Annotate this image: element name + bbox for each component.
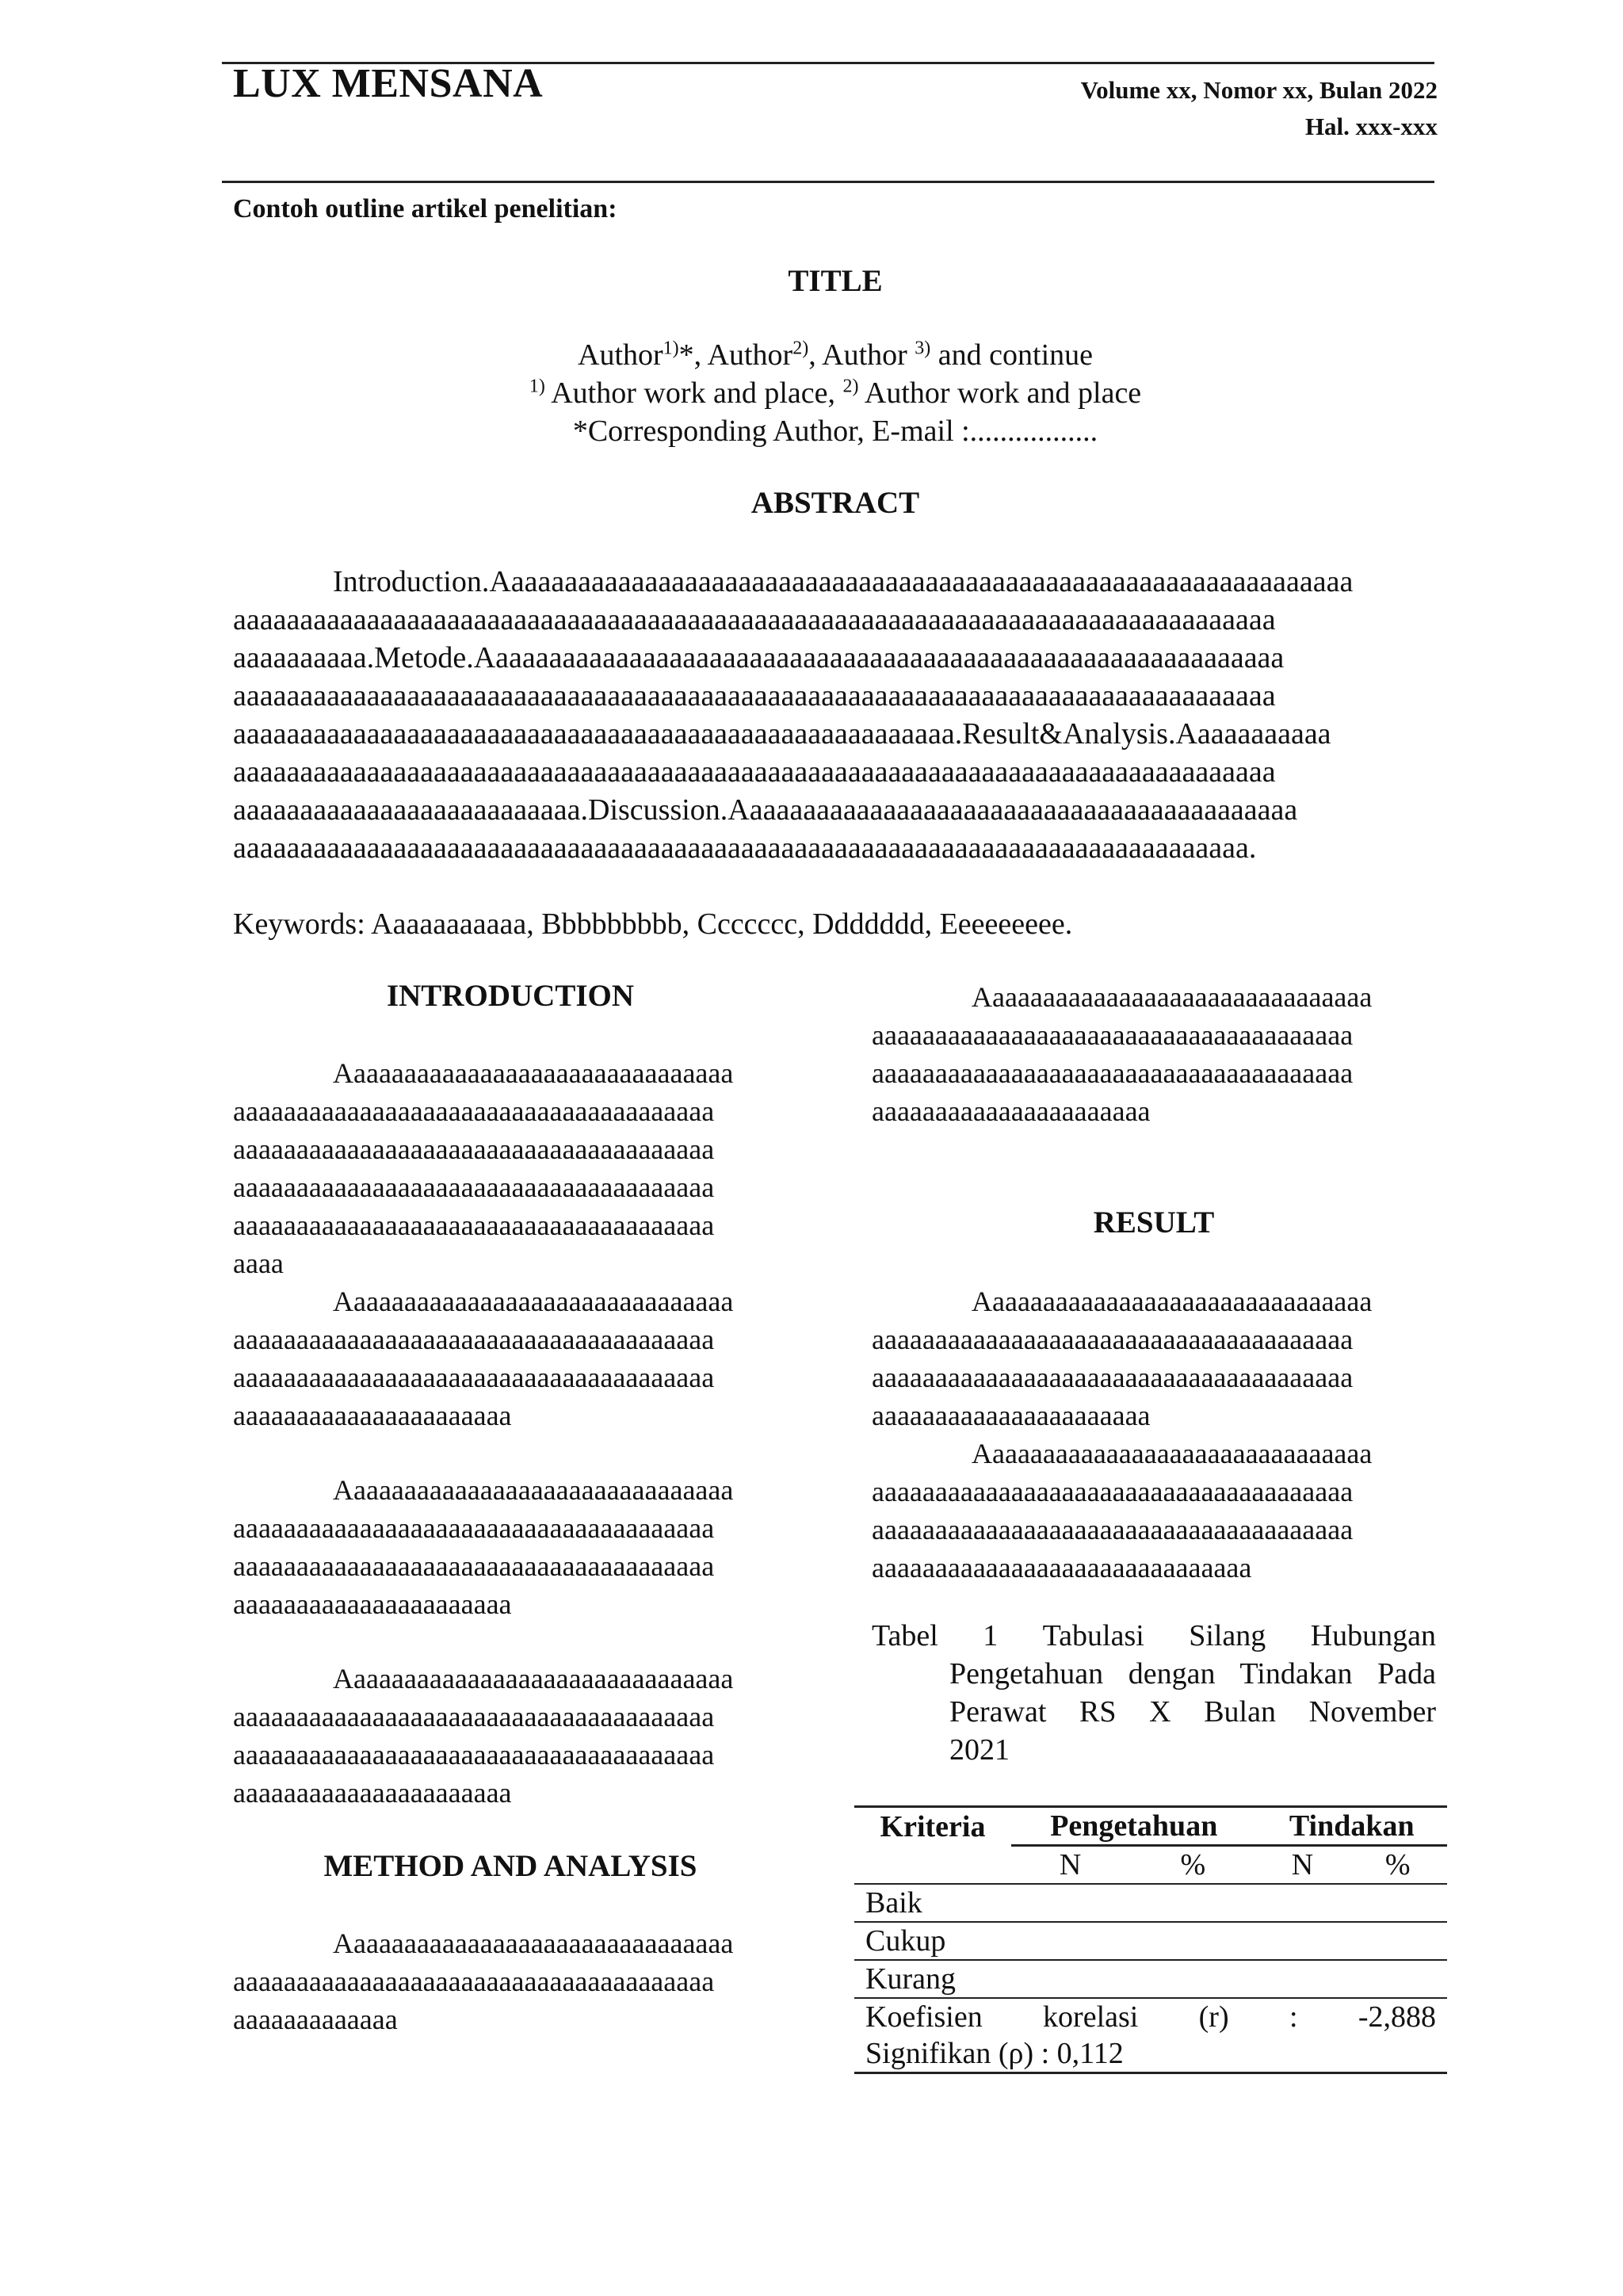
caption-word: Silang (1189, 1619, 1266, 1652)
header-bottom-rule (222, 181, 1434, 183)
text-line: aaaaaaaaaaaaaaaaaaaaaaaaaaaaaaaaaaaaaa (872, 1057, 1354, 1089)
affil-mark: 2) (792, 338, 809, 359)
abstract-heading: ABSTRACT (750, 486, 920, 520)
cell (1129, 1960, 1256, 1998)
caption-word: Hubungan (1310, 1619, 1436, 1652)
coef-word: (r) (1198, 2000, 1229, 2034)
cell (1129, 1922, 1256, 1960)
text-line: aaaaaaaaaaaaaaaaaaaaaaaaaaaaaaaaaaaaaa (233, 1209, 715, 1241)
text-line: aaaaaaaaaaaaaaaaaaaaaaaaaaaaaaaaaaaaaa (872, 1476, 1354, 1507)
introduction-heading: INTRODUCTION (386, 979, 635, 1013)
correlation-coefficient (865, 1999, 1436, 2035)
text-line: aaaaaaaaaaaaaaaaaaaaaaaaaaaaaaaaaaaaaa (233, 1133, 715, 1165)
journal-name: LUX MENSANA (233, 61, 544, 106)
caption-line: Pengetahuan dengan Tindakan Pada (949, 1657, 1436, 1690)
affil-mark: 2) (842, 376, 859, 397)
right-intro-paragraph (872, 978, 1436, 1130)
coef-value: -2,888 (1358, 2000, 1436, 2034)
table-row (854, 1922, 1447, 1960)
header-kriteria: Kriteria (854, 1807, 1011, 1846)
cell (1129, 1884, 1256, 1922)
author-3: , Author (808, 338, 915, 372)
coef-word: : (1289, 2000, 1298, 2034)
author-1: Author (578, 338, 663, 372)
table-footer-row (854, 1998, 1447, 2073)
subheader-n: N (1257, 1846, 1349, 1885)
correlation-note (854, 1998, 1447, 2073)
coef-word: korelasi (1043, 2000, 1139, 2034)
header-pengetahuan: Pengetahuan (1011, 1807, 1257, 1846)
text-line: aaaaaaaaaaaaaaaaaaaaaaaaaaaaaaaaaaaaaa (233, 1966, 715, 1997)
text-line: aaaaaaaaaaaaaaaaaaaaaa (233, 1777, 512, 1809)
author-continue: and continue (930, 338, 1093, 372)
subheader-percent: % (1348, 1846, 1447, 1885)
text-line: Aaaaaaaaaaaaaaaaaaaaaaaaaaaaaaa (333, 1927, 734, 1959)
result-paragraph-2 (872, 1435, 1436, 1587)
abstract-line: aaaaaaaaaaaaaaaaaaaaaaaaaaaaaaaaaaaaaaaaaaaaaaaaaaaaaaaaaaaaaaaaaaaaaaaaaaaaaa (233, 679, 1276, 712)
keywords: Keywords: Aaaaaaaaaaa, Bbbbbbbbb, Ccccccc, Ddddddd, Eeeeeeeee. (233, 907, 1073, 941)
text-line: aaaaaaaaaaaaa (233, 2004, 398, 2035)
method-heading: METHOD AND ANALYSIS (323, 1849, 697, 1883)
table-caption (872, 1617, 1436, 1769)
row-label: Baik (854, 1884, 1011, 1922)
result-paragraph-1 (872, 1282, 1436, 1435)
text-line: aaaaaaaaaaaaaaaaaaaaaaaaaaaaaaaaaaaaaa (872, 1362, 1354, 1393)
intro-paragraph-3 (233, 1471, 788, 1623)
affil-mark: 1) (663, 338, 679, 359)
caption-rest (872, 1655, 1436, 1769)
row-label: Kurang (854, 1960, 1011, 1998)
text-line: Aaaaaaaaaaaaaaaaaaaaaaaaaaaaaaa (972, 981, 1373, 1013)
abstract-line: aaaaaaaaaaaaaaaaaaaaaaaaaaaaaaaaaaaaaaaaaaaaaaaaaaaaaa.Result&Analysis.Aaaaaaaaaaa (233, 717, 1331, 751)
intro-paragraph-4 (233, 1660, 788, 1812)
text-line: aaaaaaaaaaaaaaaaaaaaaa (233, 1588, 512, 1620)
text-line: aaaaaaaaaaaaaaaaaaaaaaaaaaaaaaaaaaaaaa (872, 1019, 1354, 1051)
text-line: aaaaaaaaaaaaaaaaaaaaaaaaaaaaaaaaaaaaaa (233, 1324, 715, 1355)
text-line: aaaaaaaaaaaaaaaaaaaaaaaaaaaaaaaaaaaaaa (233, 1171, 715, 1203)
abstract-line: aaaaaaaaaaaaaaaaaaaaaaaaaaaaaaaaaaaaaaaaaaaaaaaaaaaaaaaaaaaaaaaaaaaaaaaaaaaa. (233, 831, 1257, 865)
cell (1011, 1960, 1129, 1998)
author-list (233, 336, 1438, 374)
text-line: aaaaaaaaaaaaaaaaaaaaaaaaaaaaaaaaaaaaaa (233, 1362, 715, 1393)
intro-paragraph-1 (233, 1054, 788, 1282)
text-line: aaaaaaaaaaaaaaaaaaaaaa (872, 1095, 1151, 1127)
table-header-row (854, 1807, 1447, 1846)
text-line: aaaaaaaaaaaaaaaaaaaaaaaaaaaaaaaaaaaaaa (233, 1550, 715, 1582)
text-line: Aaaaaaaaaaaaaaaaaaaaaaaaaaaaaaa (972, 1438, 1373, 1469)
text-line: Aaaaaaaaaaaaaaaaaaaaaaaaaaaaaaa (333, 1057, 734, 1089)
intro-paragraph-2 (233, 1282, 788, 1435)
affiliation-line (233, 374, 1438, 412)
cell (1348, 1960, 1447, 1998)
text-line: aaaaaaaaaaaaaaaaaaaaaaaaaaaaaa (872, 1552, 1252, 1584)
abstract-line: aaaaaaaaaaaaaaaaaaaaaaaaaa.Discussion.Aaaaaaaaaaaaaaaaaaaaaaaaaaaaaaaaaaaaaaaaaa (233, 793, 1298, 827)
text-line: aaaaaaaaaaaaaaaaaaaaaaaaaaaaaaaaaaaaaa (233, 1095, 715, 1127)
text-line: Aaaaaaaaaaaaaaaaaaaaaaaaaaaaaaa (972, 1286, 1373, 1317)
affil-mark: 1) (529, 376, 545, 397)
abstract-line: aaaaaaaaaa.Metode.Aaaaaaaaaaaaaaaaaaaaaaaaaaaaaaaaaaaaaaaaaaaaaaaaaaaaaaaaaaaa (233, 641, 1285, 674)
coef-word: Koefisien (865, 2000, 983, 2034)
method-paragraph-1 (233, 1924, 788, 2038)
abstract-line: aaaaaaaaaaaaaaaaaaaaaaaaaaaaaaaaaaaaaaaaaaaaaaaaaaaaaaaaaaaaaaaaaaaaaaaaaaaaaa (233, 755, 1276, 789)
abstract-line: aaaaaaaaaaaaaaaaaaaaaaaaaaaaaaaaaaaaaaaaaaaaaaaaaaaaaaaaaaaaaaaaaaaaaaaaaaaaaa (233, 603, 1276, 636)
text-line: Aaaaaaaaaaaaaaaaaaaaaaaaaaaaaaa (333, 1663, 734, 1694)
cell (1348, 1884, 1447, 1922)
cell (1011, 1922, 1129, 1960)
caption-line: Perawat RS X Bulan November (949, 1695, 1436, 1729)
significance: Signifikan (ρ) : 0,112 (865, 2037, 1124, 2070)
paper-title: TITLE (788, 264, 883, 298)
page-range: Hal. xxx-xxx (1304, 113, 1438, 140)
row-label: Cukup (854, 1922, 1011, 1960)
caption-word: Tabel (872, 1619, 938, 1652)
subheader-n: N (1011, 1846, 1129, 1885)
crosstab-table (854, 1805, 1447, 2074)
text-line: aaaaaaaaaaaaaaaaaaaaaaaaaaaaaaaaaaaaaa (233, 1739, 715, 1771)
text-line: aaaaaaaaaaaaaaaaaaaaaa (872, 1400, 1151, 1431)
table-subheader-row (854, 1846, 1447, 1885)
caption-word: 1 (983, 1619, 999, 1652)
text-line: aaaaaaaaaaaaaaaaaaaaaaaaaaaaaaaaaaaaaa (872, 1324, 1354, 1355)
caption-line: 2021 (949, 1733, 1010, 1767)
cell (1257, 1960, 1349, 1998)
text-line: aaaa (233, 1247, 284, 1279)
affil-mark: 3) (915, 338, 931, 359)
table-row (854, 1884, 1447, 1922)
text-line: aaaaaaaaaaaaaaaaaaaaaaaaaaaaaaaaaaaaaa (233, 1512, 715, 1544)
corresponding-author: *Corresponding Author, E-mail :................. (572, 415, 1098, 448)
abstract-line: Introduction.Aaaaaaaaaaaaaaaaaaaaaaaaaaaaaaaaaaaaaaaaaaaaaaaaaaaaaaaaaaaaaaaa (333, 565, 1354, 598)
author-2: *, Author (678, 338, 793, 372)
text-line: Aaaaaaaaaaaaaaaaaaaaaaaaaaaaaaa (333, 1286, 734, 1317)
text-line: aaaaaaaaaaaaaaaaaaaaaaaaaaaaaaaaaaaaaa (233, 1701, 715, 1733)
subheader-percent: % (1129, 1846, 1256, 1885)
result-heading: RESULT (1093, 1205, 1215, 1240)
cell (1257, 1884, 1349, 1922)
empty-cell (854, 1846, 1011, 1885)
cell (1257, 1922, 1349, 1960)
caption-first-line (872, 1617, 1436, 1655)
table-row (854, 1960, 1447, 1998)
text-line: aaaaaaaaaaaaaaaaaaaaaaaaaaaaaaaaaaaaaa (872, 1514, 1354, 1545)
text-line: aaaaaaaaaaaaaaaaaaaaaa (233, 1400, 512, 1431)
outline-label: Contoh outline artikel penelitian: (233, 194, 617, 223)
volume-info: Volume xx, Nomor xx, Bulan 2022 (1080, 76, 1438, 104)
cell (1348, 1922, 1447, 1960)
text-line: Aaaaaaaaaaaaaaaaaaaaaaaaaaaaaaa (333, 1474, 734, 1506)
affiliation-1: Author work and place, (544, 376, 843, 410)
caption-word: Tabulasi (1042, 1619, 1144, 1652)
affiliation-2: Author work and place (858, 376, 1142, 410)
cell (1011, 1884, 1129, 1922)
header-tindakan: Tindakan (1257, 1807, 1447, 1846)
